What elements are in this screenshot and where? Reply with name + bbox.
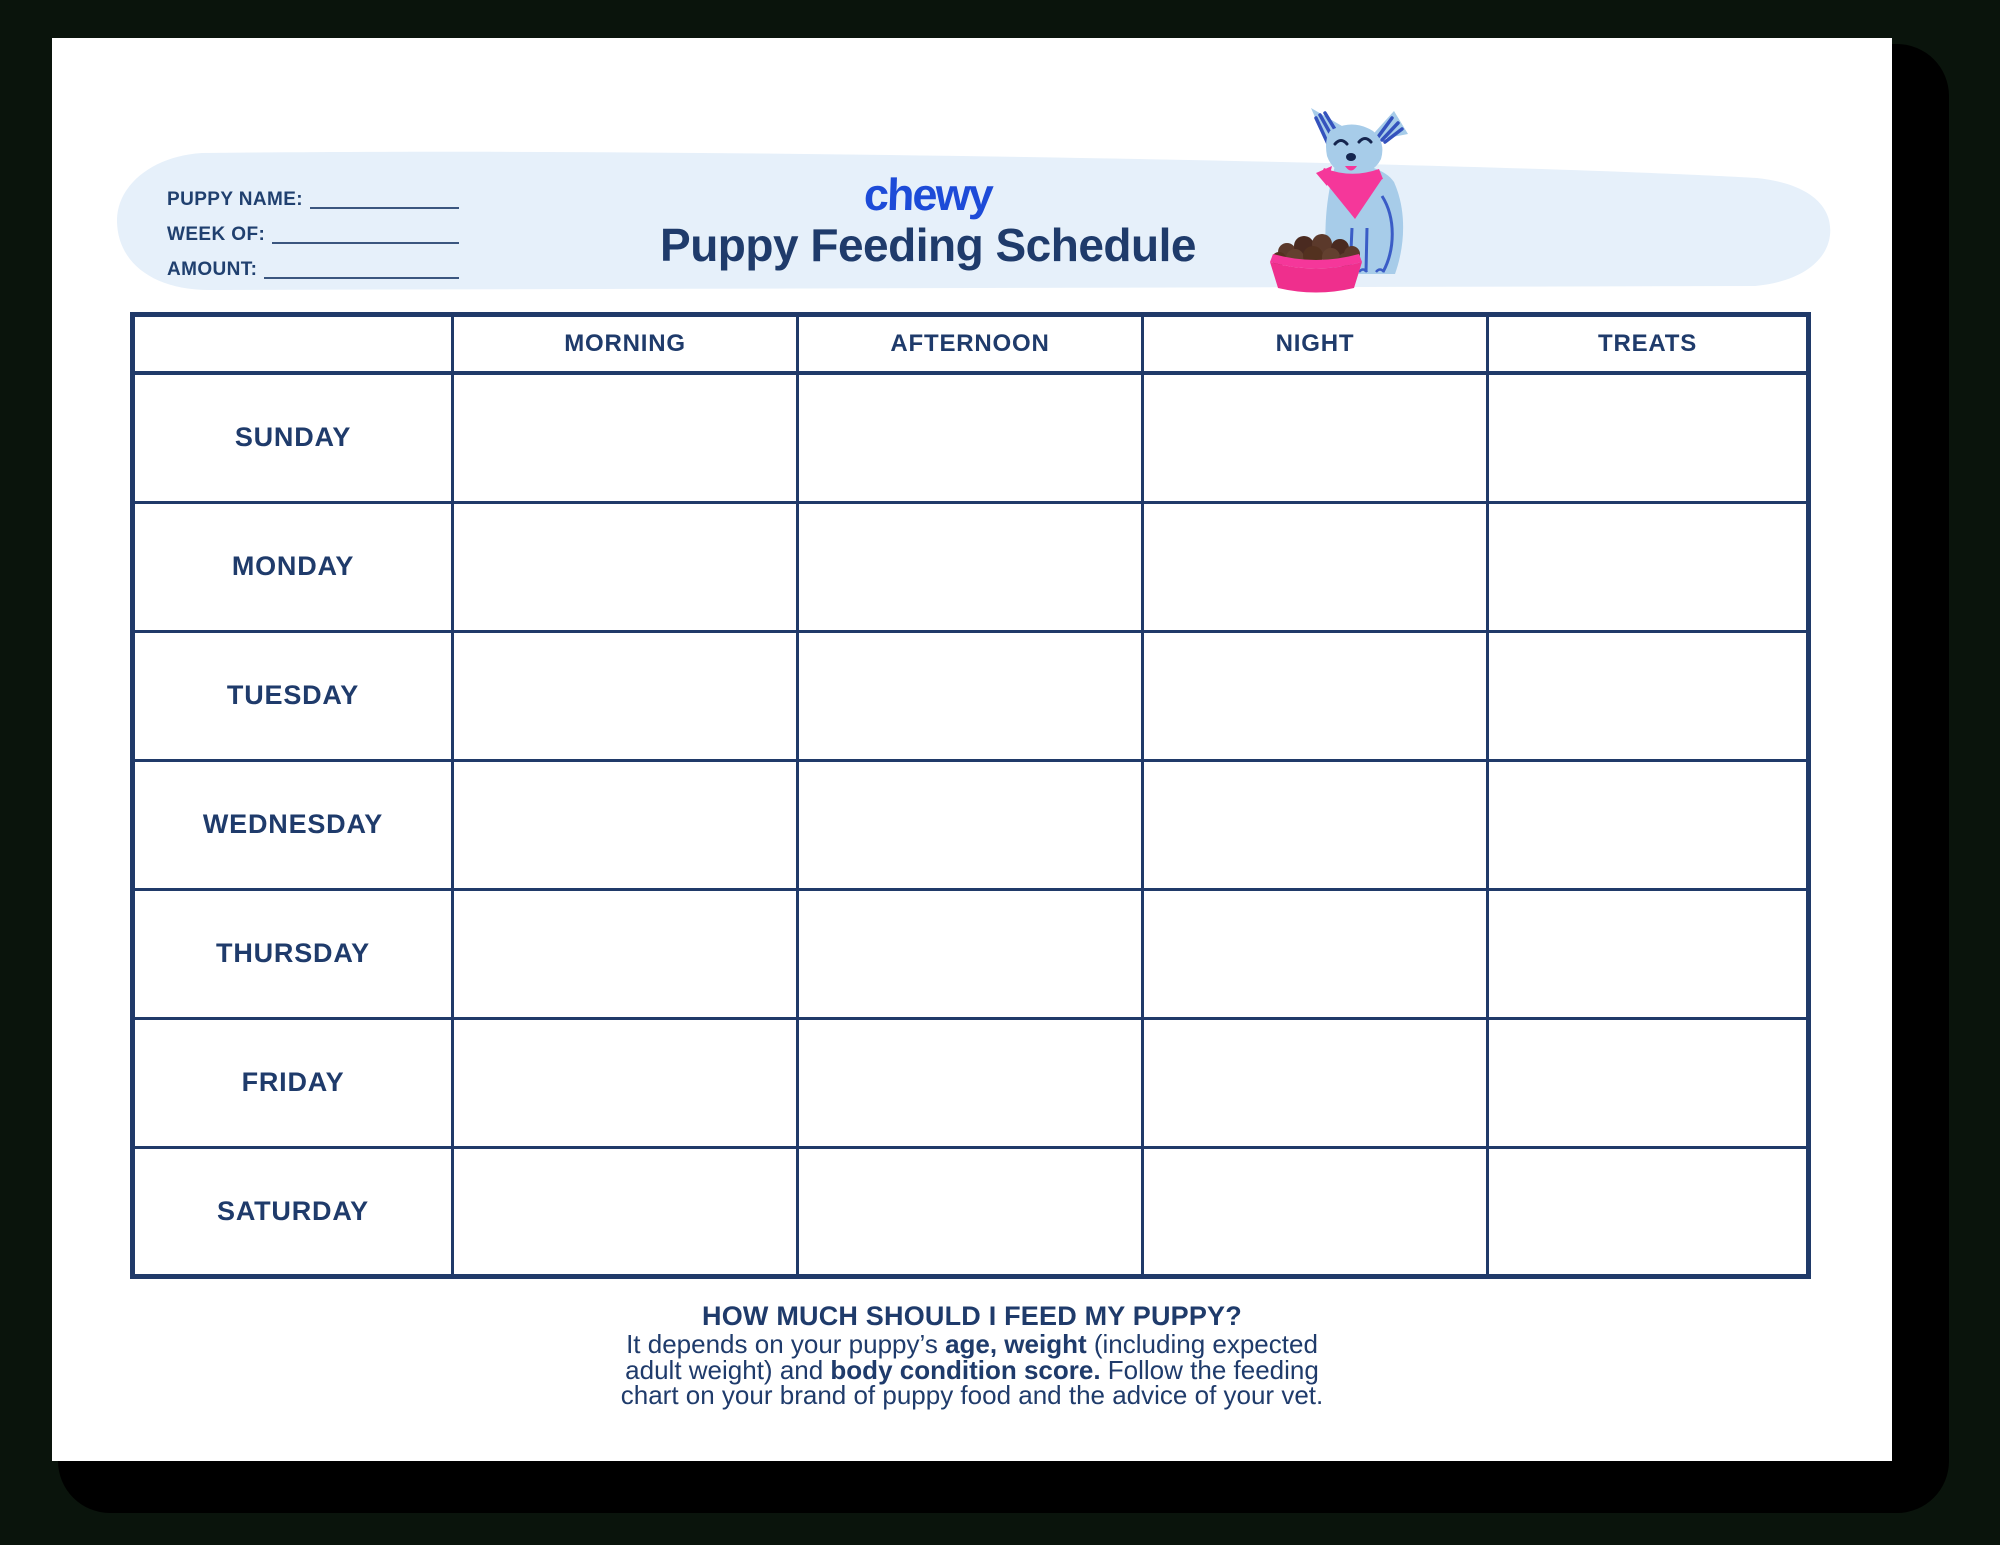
footer-text: (including expected [1086, 1329, 1318, 1359]
schedule-cell [798, 373, 1143, 502]
table-row-wednesday [133, 760, 1809, 889]
column-header-treats: TREATS [1488, 315, 1809, 374]
schedule-cell [798, 760, 1143, 889]
table-row-tuesday [133, 631, 1809, 760]
week-of-write-in-line [272, 241, 459, 244]
day-label-wednesday: WEDNESDAY [133, 760, 453, 889]
puppy-info-fields [167, 178, 459, 283]
schedule-cell [1488, 631, 1809, 760]
day-label-saturday: SATURDAY [133, 1147, 453, 1276]
schedule-cell [798, 631, 1143, 760]
schedule-table [130, 312, 1811, 1279]
schedule-cell [798, 889, 1143, 1018]
amount-label: AMOUNT: [167, 259, 258, 280]
schedule-cell [1143, 760, 1488, 889]
footer-text: adult weight) and [625, 1354, 831, 1385]
schedule-cell [1143, 1018, 1488, 1147]
footer-text: Follow the feeding [1100, 1354, 1319, 1385]
schedule-cell [1143, 502, 1488, 631]
footer-text-bold: age, weight [945, 1329, 1087, 1359]
footer-text-bold: body condition score. [830, 1354, 1101, 1385]
schedule-cell [1143, 889, 1488, 1018]
chewy-logo: chewy [863, 169, 993, 220]
schedule-cell [453, 502, 798, 631]
table-row-saturday [133, 1147, 1809, 1276]
day-label-friday: FRIDAY [133, 1018, 453, 1147]
day-label-monday: MONDAY [133, 502, 453, 631]
corner-header-cell [133, 315, 453, 374]
schedule-cell [453, 1147, 798, 1276]
schedule-cell [1488, 502, 1809, 631]
footer-text: chart on your brand of puppy food and the advice of your vet. [620, 1380, 1324, 1410]
footer-heading: HOW MUCH SHOULD I FEED MY PUPPY? [702, 1301, 1242, 1331]
schedule-cell [1143, 373, 1488, 502]
puppy-illustration [1232, 78, 1446, 312]
table-row-monday [133, 502, 1809, 631]
schedule-cell [1143, 1147, 1488, 1276]
field-row-puppy-name [167, 178, 459, 213]
schedule-cell [1488, 1018, 1809, 1147]
schedule-cell [1488, 760, 1809, 889]
footer-note [52, 1300, 1892, 1409]
schedule-cell [453, 1018, 798, 1147]
day-label-sunday: SUNDAY [133, 373, 453, 502]
schedule-cell [798, 1018, 1143, 1147]
column-header-morning: MORNING [453, 315, 798, 374]
schedule-cell [453, 631, 798, 760]
schedule-cell [798, 502, 1143, 631]
footer-line-3 [52, 1380, 1892, 1410]
schedule-cell [1488, 889, 1809, 1018]
brand-block [588, 169, 1268, 271]
schedule-cell [453, 889, 798, 1018]
footer-text: It depends on your puppy’s [626, 1329, 946, 1359]
schedule-cell [1488, 373, 1809, 502]
puppy-name-write-in-line [310, 206, 459, 209]
schedule-cell [1488, 1147, 1809, 1276]
puppy-name-label: PUPPY NAME: [167, 189, 304, 210]
schedule-cell [798, 1147, 1143, 1276]
table-row-thursday [133, 889, 1809, 1018]
table-header-row [133, 315, 1809, 374]
schedule-cell [453, 760, 798, 889]
column-header-afternoon: AFTERNOON [798, 315, 1143, 374]
schedule-cell [1143, 631, 1488, 760]
table-row-friday [133, 1018, 1809, 1147]
day-label-thursday: THURSDAY [133, 889, 453, 1018]
week-of-label: WEEK OF: [167, 224, 266, 245]
field-row-amount [167, 248, 459, 283]
amount-write-in-line [264, 276, 459, 279]
field-row-week-of [167, 213, 459, 248]
column-header-night: NIGHT [1143, 315, 1488, 374]
schedule-cell [453, 373, 798, 502]
day-label-tuesday: TUESDAY [133, 631, 453, 760]
table-row-sunday [133, 373, 1809, 502]
paper-page [52, 38, 1892, 1461]
page-title: Puppy Feeding Schedule [660, 219, 1196, 271]
